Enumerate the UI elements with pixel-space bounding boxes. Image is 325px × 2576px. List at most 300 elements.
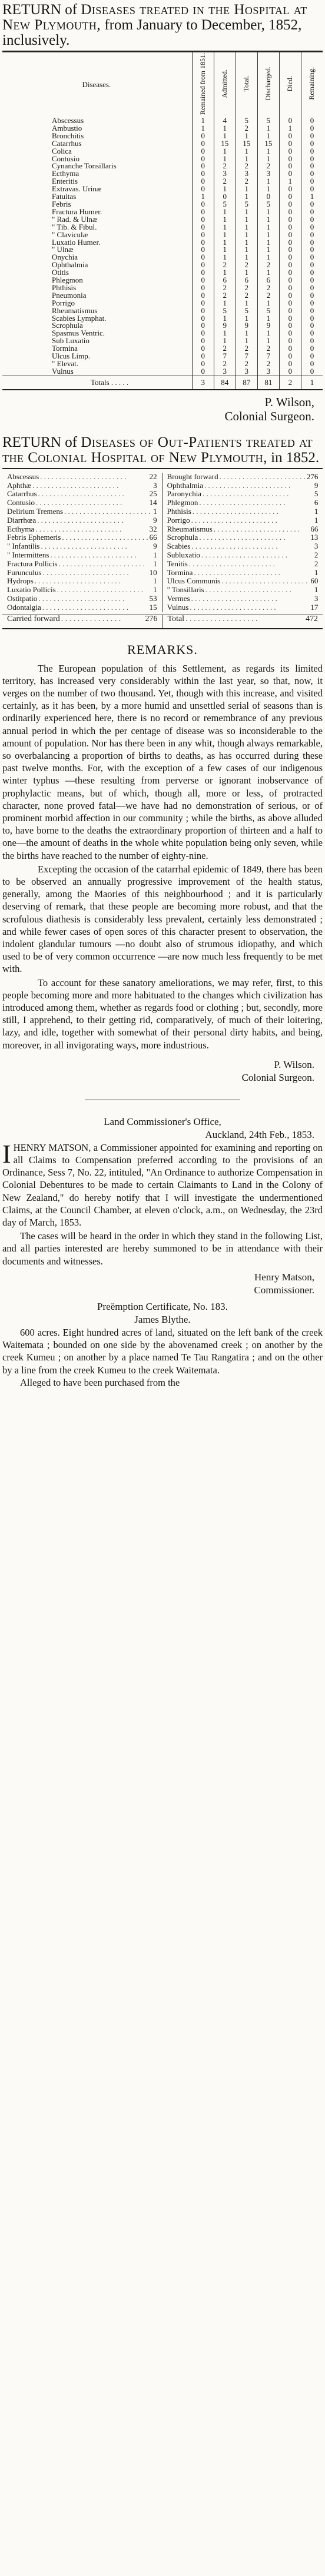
list-item bbox=[167, 516, 319, 525]
disease-name: Phlegmon bbox=[167, 498, 198, 507]
table-row bbox=[2, 224, 323, 231]
leader-dots: . . . . . . . . . . . . . . . . . . . . . . . bbox=[38, 490, 124, 499]
remaining-cell: 0 bbox=[301, 216, 323, 224]
disease-name: Catarrhus bbox=[7, 489, 37, 499]
died-cell: 1 bbox=[279, 178, 301, 185]
leader-dots: . . . . . . . . . . . . . . . . . . . . . . . bbox=[213, 525, 300, 533]
outpatient-left-column bbox=[2, 473, 162, 612]
admitted-cell: 1 bbox=[214, 300, 236, 307]
died-cell: 0 bbox=[279, 216, 301, 224]
total-cell: 1 bbox=[236, 132, 257, 140]
remarks-signature-title: Colonial Surgeon. bbox=[241, 1071, 314, 1083]
admitted-cell: 2 bbox=[214, 178, 236, 185]
remaining-cell: 1 bbox=[301, 193, 323, 201]
remained-cell: 0 bbox=[192, 368, 214, 376]
table-row bbox=[2, 300, 323, 307]
list-item bbox=[7, 560, 157, 569]
list-item bbox=[167, 560, 319, 569]
list-item bbox=[7, 577, 157, 586]
admitted-cell: 6 bbox=[214, 277, 236, 284]
notice-signature-name: Henry Matson, bbox=[254, 1271, 314, 1283]
remained-cell: 0 bbox=[192, 239, 214, 247]
count-value: 3 bbox=[153, 480, 157, 490]
total-discharged: 81 bbox=[257, 376, 279, 389]
signature-title: Colonial Surgeon. bbox=[224, 409, 314, 423]
disease-name: Ostitpatio bbox=[7, 593, 38, 603]
admitted-cell: 1 bbox=[214, 315, 236, 323]
total-cell: 2 bbox=[236, 178, 257, 185]
remarks-paragraph-2: Excepting the occasion of the catarrhal epidemic of 1849, there has been to be observed an annually progressive improvement of the health status, generally, among the Maories of this neighbourhood ; and it is particularly deserving of remark, that these people are becoming more robust, and that the scrofulous diathesis is considerably less prevalent, certainly less demonstrated ; and while fewer cases of open sores of this character present to observation, the indolent glandular tumours —no doubt also of strumous idiopathy, and which used to be of very common occurrence —are now much less frequently to be met with. bbox=[2, 863, 323, 975]
certificate-title: Preëmption Certificate, No. 183. bbox=[97, 1300, 228, 1312]
disease-name: Cynanche Tonsillaris bbox=[52, 161, 117, 171]
died-cell: 0 bbox=[279, 224, 301, 231]
discharged-cell: 2 bbox=[257, 261, 279, 269]
disease-name: Porrigo bbox=[52, 298, 75, 307]
disease-name: Brought forward bbox=[167, 472, 218, 481]
total-cell: 1 bbox=[236, 216, 257, 224]
disease-name: Contusio bbox=[52, 154, 79, 163]
disease-name: Sub Luxatio bbox=[52, 336, 89, 346]
remaining-cell: 0 bbox=[301, 353, 323, 360]
total-cell: 1 bbox=[236, 337, 257, 345]
disease-name: Scrophula bbox=[52, 321, 83, 330]
list-item bbox=[167, 595, 319, 603]
count-value: 5 bbox=[314, 489, 319, 499]
died-cell: 0 bbox=[279, 315, 301, 323]
table-row bbox=[2, 284, 323, 292]
died-cell: 0 bbox=[279, 155, 301, 163]
footer-label: Total bbox=[167, 614, 185, 623]
remained-cell: 0 bbox=[192, 148, 214, 155]
remained-cell: 0 bbox=[192, 315, 214, 323]
list-item bbox=[167, 473, 319, 482]
remained-cell: 0 bbox=[192, 254, 214, 261]
leader-dots: . . . . . . . . . . . . . . . . . . . . . . . bbox=[57, 586, 143, 595]
list-item bbox=[7, 569, 157, 577]
column-header-remained bbox=[192, 52, 214, 118]
remained-cell: 0 bbox=[192, 330, 214, 337]
count-value: 1 bbox=[153, 550, 157, 559]
list-item bbox=[167, 499, 319, 507]
divider bbox=[2, 468, 323, 469]
disease-name: Ambustio bbox=[52, 123, 82, 132]
list-item bbox=[167, 482, 319, 490]
admitted-cell: 1 bbox=[214, 239, 236, 247]
discharged-cell: 3 bbox=[257, 368, 279, 376]
remained-cell: 0 bbox=[192, 345, 214, 353]
remained-cell: 0 bbox=[192, 208, 214, 216]
remaining-cell: 0 bbox=[301, 261, 323, 269]
list-item bbox=[167, 533, 319, 542]
list-item bbox=[7, 603, 157, 612]
list-item bbox=[167, 507, 319, 516]
title-prefix: RETURN of bbox=[2, 2, 78, 18]
disease-name: Furunculus bbox=[7, 567, 42, 577]
total-cell: 3 bbox=[236, 170, 257, 178]
admitted-cell: 1 bbox=[214, 155, 236, 163]
remained-cell: 0 bbox=[192, 162, 214, 170]
table-row bbox=[2, 322, 323, 330]
died-cell: 0 bbox=[279, 368, 301, 376]
discharged-cell: 1 bbox=[257, 148, 279, 155]
remaining-cell: 0 bbox=[301, 231, 323, 239]
remained-cell: 0 bbox=[192, 216, 214, 224]
remained-cell: 1 bbox=[192, 193, 214, 201]
disease-name: Luxatio Humer. bbox=[52, 237, 101, 247]
total-cell: 1 bbox=[236, 315, 257, 323]
remaining-cell: 0 bbox=[301, 148, 323, 155]
leader-dots: . . . . . . . . . . . . . . . . . . . . . . . bbox=[221, 577, 308, 586]
total-cell: 1 bbox=[236, 185, 257, 193]
total-cell: 1 bbox=[236, 224, 257, 231]
disease-name: Porrigo bbox=[167, 515, 190, 525]
list-item bbox=[7, 586, 157, 595]
table-row bbox=[2, 216, 323, 224]
count-value: 25 bbox=[149, 489, 157, 499]
certificate-tail: Alleged to have been purchased from the bbox=[20, 1376, 180, 1388]
total-total: 87 bbox=[236, 376, 257, 389]
disease-name: Abscessus bbox=[52, 116, 84, 125]
certificate-name: James Blythe. bbox=[134, 1313, 191, 1325]
table-row bbox=[2, 353, 323, 360]
died-cell: 0 bbox=[279, 254, 301, 261]
title-prefix: RETURN of bbox=[2, 434, 78, 450]
discharged-cell: 1 bbox=[257, 269, 279, 277]
count-value: 1 bbox=[153, 559, 157, 568]
disease-name: Ecthyma bbox=[52, 169, 79, 178]
table-row bbox=[2, 277, 323, 284]
table-row bbox=[2, 345, 323, 353]
count-value: 1 bbox=[314, 507, 319, 516]
list-item bbox=[7, 533, 157, 542]
list-item bbox=[167, 490, 319, 499]
died-cell: 0 bbox=[279, 353, 301, 360]
count-value: 1 bbox=[153, 576, 157, 586]
remaining-cell: 0 bbox=[301, 292, 323, 300]
leader-dots: . . . . . . . . . . . . . . . . . . . . . . . bbox=[42, 603, 129, 612]
remained-cell: 0 bbox=[192, 246, 214, 254]
died-cell: 0 bbox=[279, 140, 301, 148]
disease-name: Bronchitis bbox=[52, 131, 84, 140]
discharged-cell: 1 bbox=[257, 330, 279, 337]
disease-name: Aphthæ bbox=[7, 480, 32, 490]
disease-name: " Infantilis bbox=[7, 542, 40, 551]
column-header-label: Died. bbox=[286, 75, 294, 92]
admitted-cell: 2 bbox=[214, 292, 236, 300]
discharged-cell: 7 bbox=[257, 353, 279, 360]
count-value: 2 bbox=[314, 550, 319, 559]
disease-name: " Tonsillaris bbox=[167, 585, 204, 595]
remaining-cell: 0 bbox=[301, 330, 323, 337]
carried-forward bbox=[2, 615, 163, 628]
table-row bbox=[2, 368, 323, 376]
total-cell: 2 bbox=[236, 162, 257, 170]
leader-dots: . . . . . . . . . . . . . . . . . . bbox=[185, 615, 258, 623]
inpatient-table bbox=[2, 52, 323, 389]
discharged-cell: 5 bbox=[257, 307, 279, 315]
admitted-cell: 9 bbox=[214, 322, 236, 330]
title-suffix: from January to December, 1852, inclusively. bbox=[2, 17, 302, 48]
disease-name: Hydrops bbox=[7, 576, 34, 586]
admitted-cell: 3 bbox=[214, 170, 236, 178]
count-value: 276 bbox=[306, 472, 319, 481]
remained-cell: 0 bbox=[192, 284, 214, 292]
count-value: 1 bbox=[314, 515, 319, 525]
remaining-cell: 0 bbox=[301, 277, 323, 284]
disease-name: " Intermittens bbox=[7, 550, 49, 559]
disease-name: Fractura Pollicis bbox=[7, 559, 58, 568]
list-item bbox=[7, 542, 157, 551]
footer-row bbox=[168, 615, 319, 624]
notice-body bbox=[2, 1141, 323, 1229]
remaining-cell: 0 bbox=[301, 178, 323, 185]
count-value: 1 bbox=[153, 507, 157, 516]
remaining-cell: 0 bbox=[301, 162, 323, 170]
count-value: 66 bbox=[149, 533, 157, 542]
remained-cell: 0 bbox=[192, 231, 214, 239]
total-cell: 1 bbox=[236, 330, 257, 337]
count-value: 60 bbox=[310, 576, 319, 586]
leader-dots: . . . . . . . . . . . . . . . . . . . . . . . bbox=[58, 559, 145, 568]
died-cell: 0 bbox=[279, 330, 301, 337]
count-value: 1 bbox=[314, 567, 319, 577]
discharged-cell: 2 bbox=[257, 360, 279, 368]
column-header-label: Admitted. bbox=[220, 69, 229, 98]
admitted-cell: 7 bbox=[214, 353, 236, 360]
discharged-cell: 1 bbox=[257, 132, 279, 140]
table-row bbox=[2, 162, 323, 170]
remaining-cell: 0 bbox=[301, 155, 323, 163]
certificate-body: 600 acres. Eight hundred acres of land, situated on the left bank of the creek Waitemata ; bounded on one side by the abovenamed creek ; on another by the creek Kumeu ; on another by a place named Te Tau Rangatira ; and on the other by a line from the creek Kumeu to the creek Waitemata. bbox=[2, 1326, 323, 1376]
table-row bbox=[2, 201, 323, 208]
count-value: 1 bbox=[153, 585, 157, 595]
title-suffix: in 1852. bbox=[271, 449, 320, 466]
disease-name: Ophthalmia bbox=[52, 260, 88, 270]
total-cell: 1 bbox=[236, 208, 257, 216]
outpatient-return-title bbox=[2, 435, 323, 466]
discharged-cell: 1 bbox=[257, 224, 279, 231]
disease-name: Scrophula bbox=[167, 533, 198, 542]
disease-name: Febris bbox=[52, 199, 71, 208]
disease-name: Ophthalmia bbox=[167, 480, 203, 490]
admitted-cell: 0 bbox=[214, 193, 236, 201]
disease-name: " Ulnæ bbox=[52, 245, 74, 254]
disease-name: Catarrhus bbox=[52, 138, 82, 148]
disease-name: " Tib. & Fibul. bbox=[52, 222, 97, 231]
totals-label: Totals . . . . . bbox=[2, 376, 192, 389]
died-cell: 0 bbox=[279, 185, 301, 193]
remarks-heading: REMARKS. bbox=[127, 642, 198, 657]
remaining-cell: 0 bbox=[301, 360, 323, 368]
drop-cap: I bbox=[2, 1139, 11, 1169]
admitted-cell: 1 bbox=[214, 216, 236, 224]
disease-name: Rheumatismus bbox=[52, 306, 98, 315]
disease-name: Febris Ephemeris bbox=[7, 533, 61, 542]
leader-dots: . . . . . . . . . . . . . . . . . . . . . . . bbox=[199, 533, 286, 542]
leader-dots: . . . . . . . . . . . . . . . . . . . . . . . bbox=[204, 481, 291, 490]
leader-dots: . . . . . . . . . . . . . . . . . . . . . . . bbox=[50, 550, 137, 559]
admitted-cell: 1 bbox=[214, 224, 236, 231]
count-value: 22 bbox=[149, 472, 157, 481]
column-header-diseases: Diseases. bbox=[82, 80, 111, 89]
total-cell: 5 bbox=[236, 117, 257, 125]
grand-total bbox=[163, 615, 323, 628]
discharged-cell: 1 bbox=[257, 254, 279, 261]
discharged-cell: 5 bbox=[257, 201, 279, 208]
admitted-cell: 2 bbox=[214, 284, 236, 292]
leader-dots: . . . . . . . . . . . . . . . . . . . . . . . bbox=[32, 481, 119, 490]
column-header-label: Remained from 1851. bbox=[198, 52, 207, 115]
table-row bbox=[2, 239, 323, 247]
discharged-cell: 1 bbox=[257, 239, 279, 247]
table-row bbox=[2, 193, 323, 201]
remaining-cell: 0 bbox=[301, 125, 323, 132]
disease-name: Vulnus bbox=[52, 366, 74, 376]
leader-dots: . . . . . . . . . . . . . . . . . . . . . . . bbox=[64, 507, 151, 516]
remained-cell: 0 bbox=[192, 261, 214, 269]
total-cell: 15 bbox=[236, 140, 257, 148]
discharged-cell: 2 bbox=[257, 292, 279, 300]
total-cell: 1 bbox=[236, 193, 257, 201]
list-item bbox=[167, 577, 319, 586]
died-cell: 0 bbox=[279, 231, 301, 239]
table-row bbox=[2, 132, 323, 140]
disease-name: Tormina bbox=[52, 344, 78, 353]
notice-date: Auckland, 24th Feb., 1853. bbox=[205, 1128, 314, 1140]
count-value: 3 bbox=[314, 542, 319, 551]
disease-name: Phthisis bbox=[52, 283, 77, 292]
total-cell: 1 bbox=[236, 231, 257, 239]
discharged-cell: 2 bbox=[257, 284, 279, 292]
count-value: 2 bbox=[314, 559, 319, 568]
table-row bbox=[2, 292, 323, 300]
leader-dots: . . . . . . . . . . . . . . . . . . . . . . . bbox=[199, 499, 286, 507]
admitted-cell: 5 bbox=[214, 201, 236, 208]
admitted-cell: 1 bbox=[214, 125, 236, 132]
leader-dots: . . . . . . . . . . . . . . . . . . . . . . . bbox=[42, 568, 129, 577]
remaining-cell: 0 bbox=[301, 208, 323, 216]
died-cell: 0 bbox=[279, 277, 301, 284]
list-item bbox=[7, 507, 157, 516]
disease-name: Tenitis bbox=[167, 559, 188, 568]
discharged-cell: 1 bbox=[257, 178, 279, 185]
remained-cell: 0 bbox=[192, 322, 214, 330]
count-value: 53 bbox=[149, 593, 157, 603]
list-item bbox=[7, 551, 157, 560]
notice-office: Land Commissioner's Office, bbox=[104, 1116, 221, 1127]
footer-value: 472 bbox=[306, 614, 318, 623]
died-cell: 0 bbox=[279, 148, 301, 155]
disease-name: Rheumatismus bbox=[167, 524, 213, 533]
total-admitted: 84 bbox=[214, 376, 236, 389]
died-cell: 0 bbox=[279, 345, 301, 353]
list-item bbox=[167, 569, 319, 577]
list-item bbox=[7, 516, 157, 525]
disease-name: Tormina bbox=[167, 567, 193, 577]
remained-cell: 0 bbox=[192, 292, 214, 300]
disease-name: Ulcus Limp. bbox=[52, 351, 90, 361]
remarks-signature-name: P. Wilson. bbox=[274, 1058, 314, 1070]
admitted-cell: 2 bbox=[214, 162, 236, 170]
footer-label: Carried forward bbox=[7, 614, 60, 623]
list-item bbox=[7, 595, 157, 603]
table-row bbox=[2, 125, 323, 132]
total-cell: 5 bbox=[236, 307, 257, 315]
remained-cell: 0 bbox=[192, 269, 214, 277]
count-value: 13 bbox=[310, 533, 319, 542]
disease-name: Enteritis bbox=[52, 177, 78, 186]
disease-name: Contusio bbox=[7, 498, 35, 507]
remaining-cell: 0 bbox=[301, 140, 323, 148]
count-value: 9 bbox=[314, 480, 319, 490]
leader-dots: . . . . . . . . . . . . . . . . . . . . . . . bbox=[191, 594, 277, 603]
table-row bbox=[2, 148, 323, 155]
discharged-cell: 3 bbox=[257, 170, 279, 178]
discharged-cell: 1 bbox=[257, 216, 279, 224]
title-small-caps: Diseases treated in the Hospital at New Plymouth, bbox=[2, 2, 307, 33]
disease-name: Luxatio Pollicis bbox=[7, 585, 56, 595]
admitted-cell: 1 bbox=[214, 330, 236, 337]
admitted-cell: 4 bbox=[214, 117, 236, 125]
disease-name: Fractura Humer. bbox=[52, 207, 102, 216]
disease-name: Onychia bbox=[52, 253, 78, 262]
count-value: 17 bbox=[310, 602, 319, 612]
discharged-cell: 5 bbox=[257, 117, 279, 125]
count-value: 3 bbox=[314, 593, 319, 603]
remaining-cell: 0 bbox=[301, 117, 323, 125]
remaining-cell: 0 bbox=[301, 224, 323, 231]
disease-name: Scabies bbox=[167, 542, 191, 551]
remarks-paragraph-3: To account for these sanatory ameliorations, we may refer, first, to this people becoming more and more habituated to the changes which civilization has introduced among them, whether as regards food or clothing ; but, secondly, more still, I apprehend, to their getting rid, comparatively, of much of their loitering, lazy, and idle, together with somewhat of their personal dirty habits, and being, moreover, in all invigorating ways, more industrious. bbox=[2, 977, 323, 1051]
table-row bbox=[2, 269, 323, 277]
discharged-cell: 2 bbox=[257, 345, 279, 353]
remaining-cell: 0 bbox=[301, 284, 323, 292]
died-cell: 0 bbox=[279, 284, 301, 292]
remarks-paragraph-1: The European population of this Settlement, as regards its limited territory, has increased very considerably within the last year, so that, now, it verges on the number of two thousand. Yet, though with this increase, and visited certainly, as it has been, by a more humid and unsettled serial of seasons than is ordinarily experienced here, there is no record or remembrance of any previous annual period in which the per centage of disease was so inconsiderable to the amount of population. Nor has there been in any whit, though always remarkable, so overbalancing a proportion of births to deaths, as has occurred during these past twelve months. For, with the exception of a few cases of our indigenous winter typhus —these resulting from perverse or ignorant inobservance of prophylactic means, but of which, though all, more or less, of protracted character, none proved fatal—we have had no demonstration of serious, or of prominent morbid affection in our community ; while the births, as above alluded to, have borne to the deaths the extraordinary proportion of thirteen and a half to one—the amount of deaths in the whole white population being only seven, while the births have reached to the number of eighty-nine. bbox=[2, 662, 323, 861]
total-cell: 7 bbox=[236, 353, 257, 360]
remained-cell: 1 bbox=[192, 125, 214, 132]
admitted-cell: 1 bbox=[214, 246, 236, 254]
died-cell: 0 bbox=[279, 132, 301, 140]
leader-dots: . . . . . . . . . . . . . . . bbox=[61, 615, 121, 623]
total-cell: 1 bbox=[236, 148, 257, 155]
discharged-cell: 15 bbox=[257, 140, 279, 148]
column-header-admitted bbox=[214, 52, 236, 118]
total-cell: 1 bbox=[236, 239, 257, 247]
table-row bbox=[2, 337, 323, 345]
died-cell: 0 bbox=[279, 337, 301, 345]
died-cell: 0 bbox=[279, 239, 301, 247]
table-row bbox=[2, 208, 323, 216]
leader-dots: . . . . . . . . . . . . . . . . . . . . . . . bbox=[205, 586, 291, 595]
died-cell: 0 bbox=[279, 261, 301, 269]
leader-dots: . . . . . . . . . . . . . . . . . . . . . . . bbox=[192, 507, 279, 516]
disease-name: Delirium Tremens bbox=[7, 507, 63, 516]
remained-cell: 0 bbox=[192, 360, 214, 368]
total-cell: 2 bbox=[236, 292, 257, 300]
remained-cell: 0 bbox=[192, 170, 214, 178]
died-cell: 0 bbox=[279, 269, 301, 277]
table-row bbox=[2, 140, 323, 148]
died-cell: 0 bbox=[279, 246, 301, 254]
disease-name: " Rad. & Ulnæ bbox=[52, 214, 98, 224]
admitted-cell: 1 bbox=[214, 132, 236, 140]
leader-dots: . . . . . . . . . . . . . . . . . . . . . . . bbox=[203, 490, 289, 499]
total-remaining: 1 bbox=[301, 376, 323, 389]
list-item bbox=[7, 482, 157, 490]
remaining-cell: 0 bbox=[301, 337, 323, 345]
leader-dots: . . . . . . . . . . . . . . . . . . . . . . . bbox=[34, 577, 121, 586]
